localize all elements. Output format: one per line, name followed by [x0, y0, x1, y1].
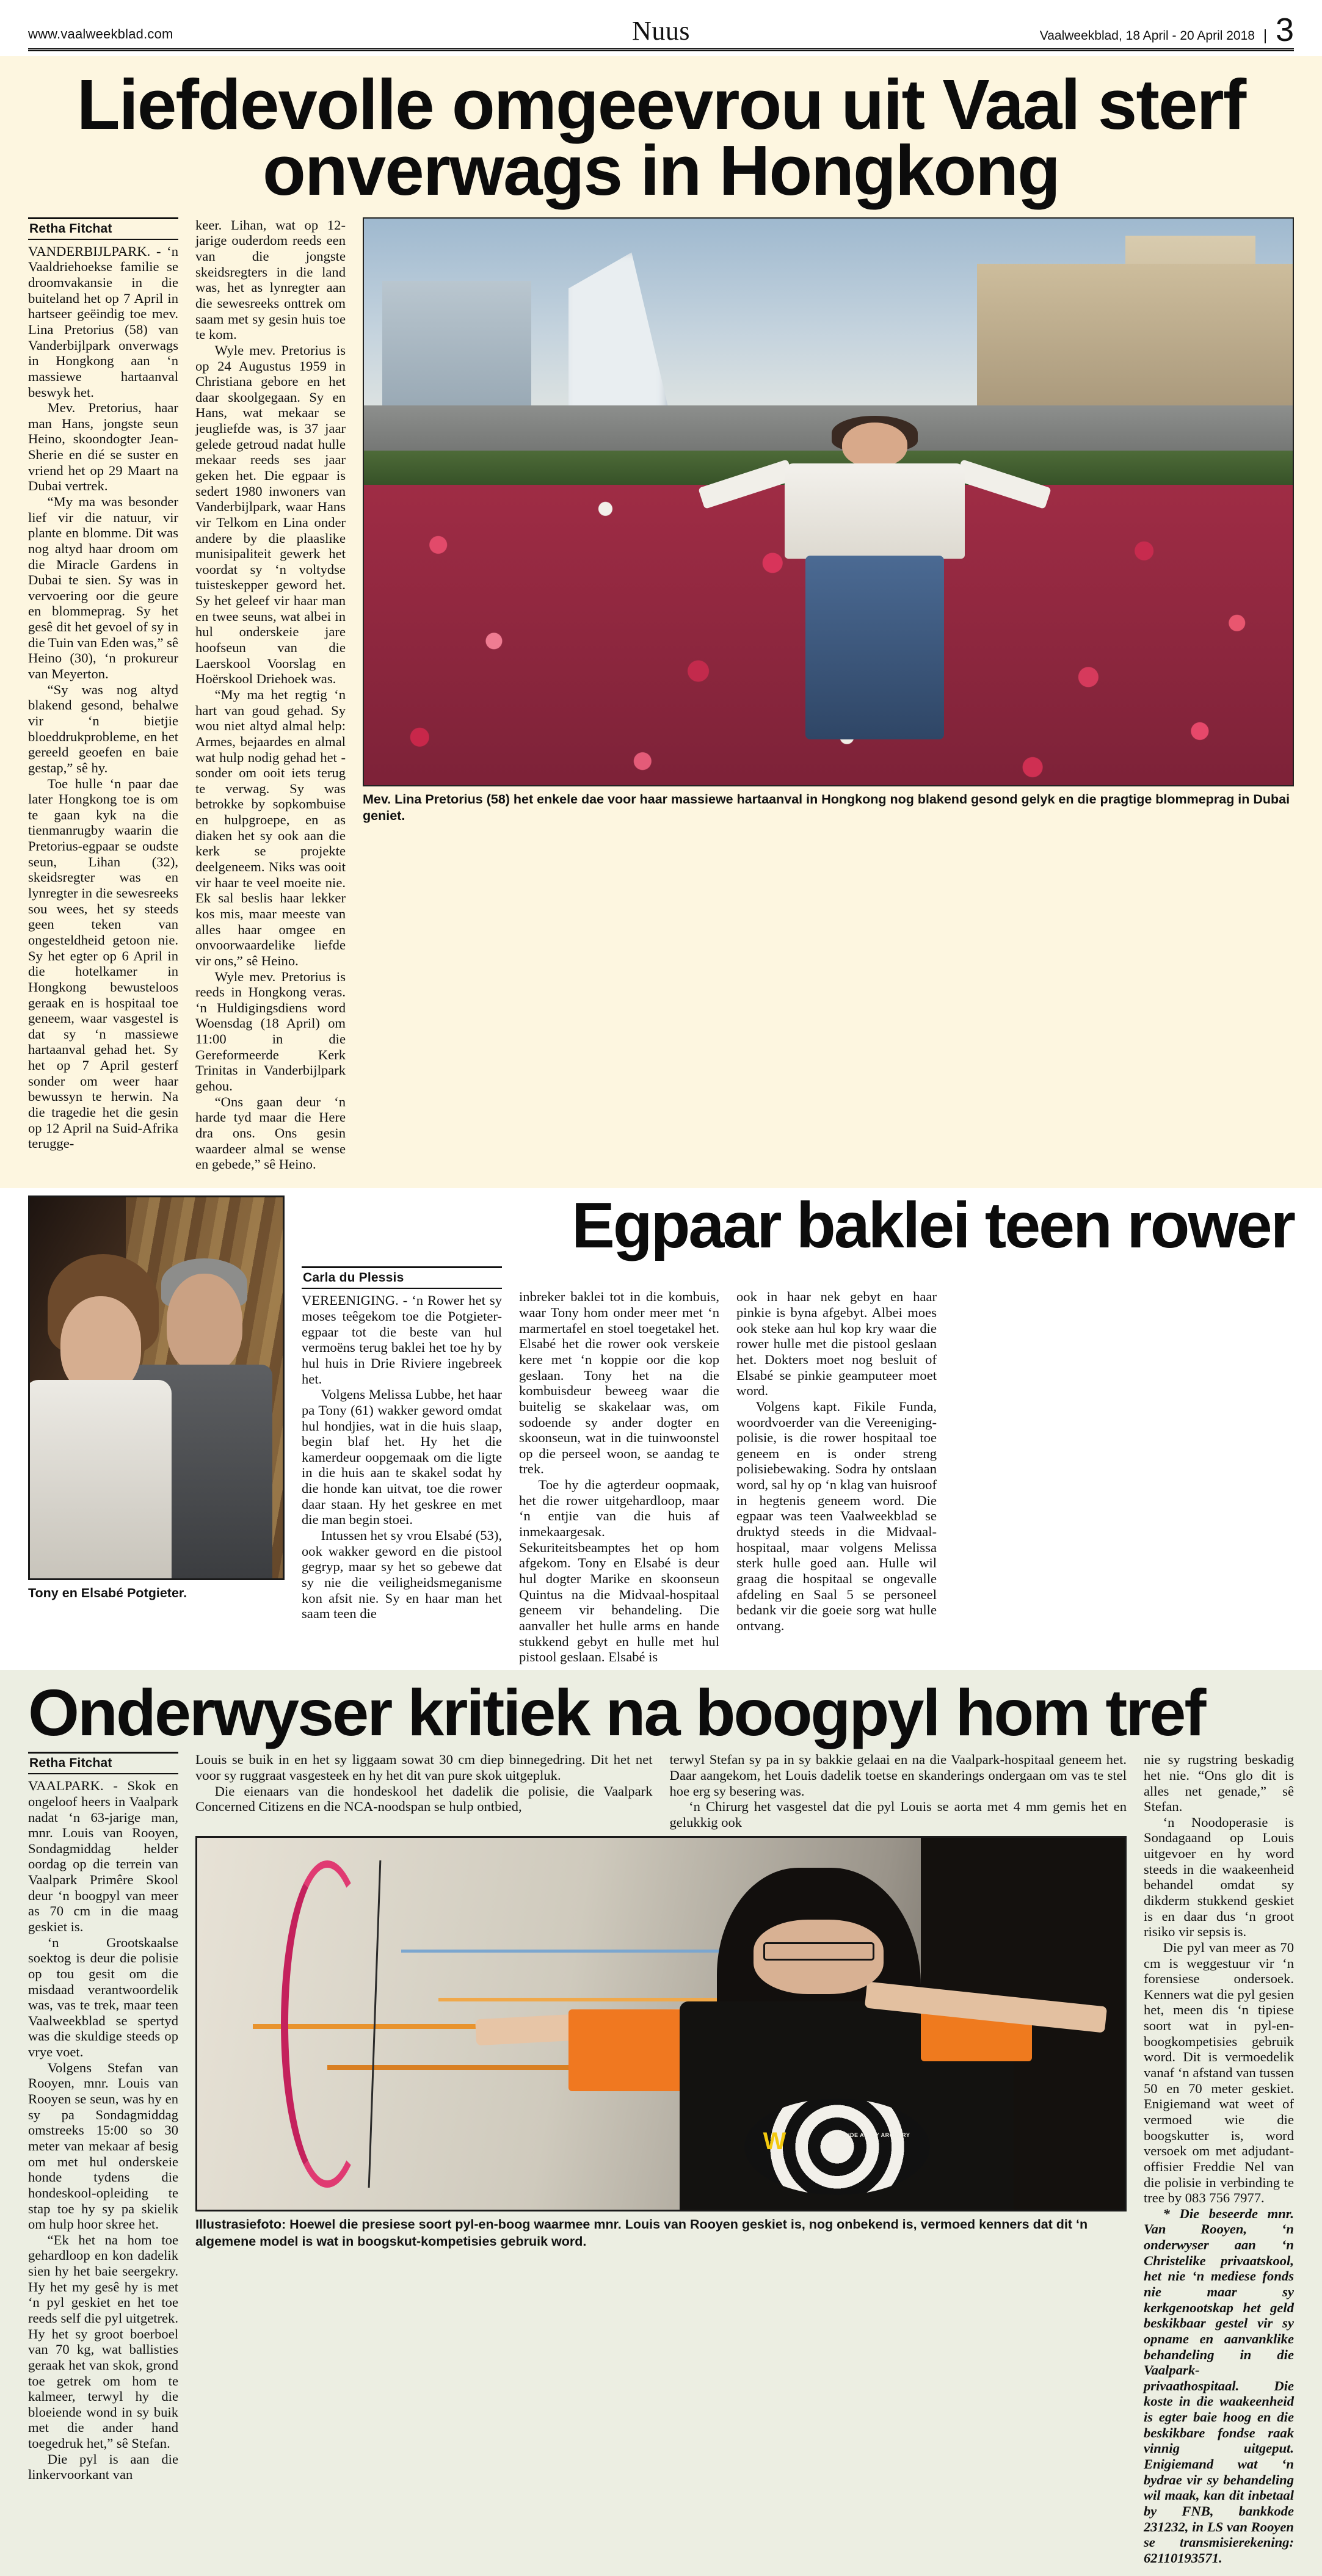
article2-column-3 — [736, 1266, 937, 1633]
paragraph: Wyle mev. Pretorius is op 24 Augustus 1959 in Christiana gebore en het daar skoolgegaan. Sy en Hans, wat mekaar se jeugliefde was, is 37 jaar gelede getroud nadat hulle mekaar reeds ses jaar geken het. Die egpaar is sedert 1980 inwoners van Vanderbijlpark, waar Hans vir Telkom en Lina onder andere by die plaaslike munisipaliteit gewerk het voordat sy ‘n voltydse tuisteskepper geword het. Sy het geleef vir haar man en twee seuns, wat albei in hul onderskeie jare hoofseun van die Laerskool Voorslag en Hoërskool Driehoek was. — [195, 342, 346, 687]
article2-grid — [28, 1189, 1294, 1665]
article3-footnote: * Die beseerde mnr. Van Rooyen, ‘n onderwyser aan ‘n Christelike privaatskool, het nie ‘n mediese fonds nie maar sy kerkgenootskap het geld beskikbaar gestel vir sy opname en aanvanklike behandeling in die Vaalpark-privaathospitaal. Die koste in die waakeenheid is egter baie hoog en die beskikbare fondse raak vinnig uitgeput. Enigiemand wat ‘n bydrae vir sy behandeling wil maak, kan dit inbetaal by FNB, bankkode 231232, in LS van Rooyen se transmisierekening: 62110193571. — [1144, 2205, 1294, 2566]
lina-pretorius-dubai-photo — [363, 217, 1294, 786]
paragraph: Toe hy die agterdeur oopmaak, het die rower uitgehardloop, maar ‘n entjie van die huis af inmekaargesak. Sekuriteitsbeamptes het op hom afgekom. Tony en Elsabé is deur hul dogter Marike en skoonseun Quintus na die Midvaal-hospitaal geneem vir behandeling. Die aanvaller het hulle arms en hande stukkend gebyt en hulle met hul pistool geslaan. Elsabé is — [519, 1477, 719, 1665]
article1-byline: Retha Fitchat — [28, 217, 178, 240]
paragraph: “Ek het na hom toe gehardloop en kon dadelik sien hy het baie seergekry. Hy het my gesê hy is met ‘n pyl geskiet en het toe reeds self die pyl uitgetrek. Hy het sy groot boerboel van 70 kg, wat ballisties geraak het van skok, grond toe getrek om hom te kalmeer, terwyl hy die bloeiende wond in sy buik met die ander hand toegedruk het,” sê Stefan. — [28, 2232, 178, 2451]
arrow-blue — [401, 1950, 754, 1953]
page-masthead — [0, 0, 1322, 56]
article-egpaar-baklei-teen-rower — [0, 1188, 1322, 1670]
paragraph: Intussen het sy vrou Elsabé (53), ook wakker geword en die pistool gegryp, maar sy het so gebewe dat sy nie die veiligheidsmeganisme kon afsit nie. Sy en haar man het saam teen die — [302, 1528, 502, 1622]
column-spacer — [736, 1266, 937, 1289]
article-liefdevolle-omgeevrou — [0, 56, 1322, 1188]
article2-headline: Egpaar baklei teen rower — [572, 1189, 1294, 1261]
paragraph: VANDERBIJLPARK. - ‘n Vaaldriehoekse familie se droomvakansie in die buiteland het op 7 April in hartseer geëindig toe mev. Lina Pretorius (58) van Vanderbijlpark onverwags in Hongkong aan ‘n massiewe hartaanval beswyk het. — [28, 243, 178, 400]
woman-body — [28, 1380, 172, 1578]
article1-col1-text — [28, 244, 178, 1152]
article3-headline: Onderwyser kritiek na boogpyl hom tref — [28, 1675, 1205, 1749]
paragraph: Wyle mev. Pretorius is reeds in Hongkong veras. ‘n Huldigingsdiens word Woensdag (18 April) om 11:00 in die Gereformeerde Kerk Trinitas in Vanderbijlpark gehou. — [195, 968, 346, 1094]
paragraph: ‘n Grootskaalse soektog is deur die polisie op tou gesit om die misdaad verantwoordelik was, vas te trek, maar teen Vaalweekblad se spertyd was die skuldige steeds op vrye voet. — [28, 1934, 178, 2060]
paragraph: Louis se buik in en het sy liggaam sowat 30 cm diep binnegedring. Dit het net voor sy ruggraat vasgesteek en hy het dit van pure skok uitgepluk. — [195, 1752, 653, 1783]
blouse — [785, 463, 964, 559]
issue-date: Vaalweekblad, 18 April - 20 April 2018 — [1040, 29, 1266, 43]
column-spacer — [519, 1266, 719, 1289]
article2-col1-text — [302, 1293, 502, 1621]
logo-text: WAYSIDE ALLEY ARCHERY — [831, 2132, 910, 2138]
article3-middle-columns — [195, 1752, 1127, 1830]
head — [842, 423, 907, 467]
article3-photo-caption: Illustrasiefoto: Hoewel die presiese soort pyl-en-boog waarmee mnr. Louis van Rooyen geskiet is, nog onbekend is, vermoed kenners dat dit ‘n algemene model is wat in boogskut-kompetisies gebruik word. — [195, 2217, 1088, 2249]
paragraph: Die eienaars van die hondeskool het dadelik die polisie, die Vaalpark Concerned Citizens en die NCA-noodspan se hulp ontbied, — [195, 1783, 653, 1815]
paragraph: Mev. Pretorius, haar man Hans, jongste seun Heino, skoondogter Jean-Sherie en dié se suster en vriend het op 29 Maart na Dubai vertrek. — [28, 400, 178, 494]
article3-column-1 — [28, 1752, 178, 2483]
man-head — [167, 1274, 242, 1373]
article3-caption-row — [195, 2216, 1127, 2249]
jeans — [805, 556, 945, 739]
article2-photo-block — [28, 1195, 285, 1602]
article3-column-2 — [195, 1752, 653, 1830]
article2-columns — [302, 1266, 1294, 1664]
paragraph: ‘n Chirurg het vasgestel dat die pyl Louis se aorta met 4 mm gemis het en gelukkig ook — [669, 1799, 1127, 1830]
article-onderwyser-kritiek-na-boogpyl — [0, 1670, 1322, 2576]
paragraph: Volgens Melissa Lubbe, het haar pa Tony (61) wakker geword omdat hul hondjies, wat in die huis slaap, begin blaf het. Hy het die kamerdeur oopgemaak om die ligte in die huis aan te skakel sodat hy die honde kan uitvat, toe die rower daar staan. Hy het geskree en met die man begin stoei. — [302, 1387, 502, 1528]
article3-column-3 — [670, 1752, 1127, 1830]
paragraph: VEREENIGING. - ‘n Rower het sy moses teêgekom toe die Potgieter-egpaar tot die beste van hul vermoëns terug baklei het toe hy by hul huis in Drie Riviere ingebreek het. — [302, 1293, 502, 1387]
tony-en-elsabe-potgieter-photo — [28, 1195, 285, 1580]
archery-illustration-photo — [195, 1836, 1127, 2211]
article1-grid — [28, 217, 1294, 1172]
article3-col4-text — [1144, 1752, 1294, 2566]
paragraph: Toe hulle ‘n paar dae later Hongkong toe is om te gaan kyk na die tienmanrugby waarin die Pretorius-egpaar se oudste seun, Lihan (32), skeidsregter was en lynregter in die sewesreeks sou wees, het sy steeds geen teken van ongesteldheid getoon nie. Sy het egter op 6 April in die hotelkamer in Hongkong bewusteloos geraak en is hospitaal toe geneem, waar vasgestel is dat sy ‘n massiewe hartaanval gehad het. Sy het op 7 April gesterf sonder om weer haar bewussyn te herwin. Na die tragedie het die gesin op 12 April na Suid-Afrika terugge- — [28, 775, 178, 1152]
article2-col2-text — [519, 1289, 719, 1664]
paragraph: Die pyl van meer as 70 cm is weggestuur vir ‘n forensiese ondersoek. Kenners wat die pyl gesien het, meen dis ‘n tipiese soort wat in pyl-en-boogkompetisies gebruik word. Dit is vermoedelik vanaf ‘n afstand van tussen 50 en 70 meter geskiet. Enigiemand wat weet of vermoed wie die boogskutter is, word versoek om met adjudant-offisier Freddie Nel van die polisie in verbinding te tree by 083 756 7977. — [1144, 1939, 1294, 2206]
article3-column-4 — [1144, 1752, 1294, 2566]
paragraph: “Ons gaan deur ‘n harde tyd maar die Here dra ons. Ons gesin waardeer almal se wense en gebede,” sê Heino. — [195, 1094, 346, 1172]
paragraph: terwyl Stefan sy pa in sy bakkie gelaai en na die Vaalpark-hospitaal geneem het. Daar aangekom, het Louis dadelik toetse en skanderings ondergaan om vas te stel hoe erg sy besering was. — [669, 1752, 1127, 1799]
article3-col1-text — [28, 1778, 178, 2483]
paragraph: VAALPARK. - Skok en ongeloof heers in Vaalpark nadat ‘n 63-jarige man, mnr. Louis van Rooyen, Sondagmiddag helder oordag op die terrein van Vaalpark Primêre Skool deur ‘n boogpyl van meer as 70 cm in die maag geskiet is. — [28, 1778, 178, 1934]
paragraph: Volgens kapt. Fikile Funda, woordvoerder van die Vereeniging-polisie, is die rower hospitaal toe geneem en is onder streng polisiebewaking. Sodra hy ontslaan word, sal hy op ‘n klag van huisroof in hegtenis geneem word. Die egpaar was teen Vaalweekblad se druktyd steeds in die Midvaal-hospitaal, maar volgens Melissa sterk hulle goed aan. Hulle wil graag die hospitaal se ongevalle afdeling en Saal 5 se personeel bedank vir die goeie sorg wat hulle ontvang. — [736, 1398, 937, 1633]
paragraph: Volgens Stefan van Rooyen, mnr. Louis van Rooyen se seun, was hy en sy pa Sondagmiddag omstreeks 15:00 so 30 meter van mekaar af besig om met hul onderskeie honde tydens die hondeskool-opleiding te stap toe hy sy pa skielik om hulp hoor skree het. — [28, 2059, 178, 2232]
archery-club-logo — [744, 2099, 930, 2195]
paragraph: “My ma was besonder lief vir die natuur, vir plante en blomme. Dit was nog altyd haar droom om die Miracle Gardens in Dubai te sien. Sy was in vervoering oor die geure en blommeprag. Sy het gesê dit het gevoel of sy in die Tuin van Eden was,” sê Heino (30), ‘n prokureur van Meyerton. — [28, 494, 178, 682]
article3-col2-text — [195, 1752, 653, 1815]
article1-column-1 — [28, 217, 178, 1152]
building-left — [382, 281, 531, 417]
glasses-icon — [763, 1942, 874, 1961]
article1-caption-row — [363, 791, 1294, 824]
paragraph: nie sy rugstring beskadig het nie. “Ons glo dit is alles net genade,” sê Stefan. — [1144, 1752, 1294, 1815]
article3-byline: Retha Fitchat — [28, 1752, 178, 1774]
paragraph: ‘n Noodoperasie is Sondagaand op Louis uitgevoer en hy word steeds in die waakeenheid behandel omdat sy dikderm stukkend geskiet is en daar dus ‘n groot risiko vir sepsis is. — [1144, 1814, 1294, 1940]
article3-col3-text — [670, 1752, 1127, 1830]
paragraph: inbreker baklei tot in die kombuis, waar Tony hom onder meer met ‘n marmertafel en stoel toegetakel het. Elsabé het die rower ook verskeie kere met ‘n koppie oor die kop geslaan. Tony het na die kombuisdeur beweeg waar die buitelig se skakelaar was, om sodoende sy ander dogter en skoonseun, wat in die tuinwoonstel op die perseel woon, se aandag te trek. — [519, 1289, 719, 1477]
article3-grid — [28, 1752, 1294, 2566]
article1-headline: Liefdevolle omgeevrou uit Vaal sterf onverwags in Hongkong — [76, 65, 1246, 210]
article1-photo-block — [363, 217, 1294, 824]
website-url[interactable]: www.vaalweekblad.com — [28, 26, 173, 42]
article2-column-2 — [519, 1266, 719, 1664]
article3-middle-block — [195, 1752, 1127, 2249]
woman-figure — [772, 423, 977, 740]
paragraph: Die pyl is aan die linkervoorkant van — [28, 2451, 178, 2483]
pink-bow — [281, 1860, 374, 2188]
article2-photo-caption: Tony en Elsabé Potgieter. — [28, 1585, 187, 1600]
article2-body-block — [302, 1189, 1294, 1665]
article1-column-2 — [195, 217, 346, 1172]
article2-byline: Carla du Plessis — [302, 1266, 502, 1289]
masthead-row — [28, 0, 1294, 51]
paragraph: “My ma het regtig ‘n hart van goud gehad. Sy wou niet altyd almal help: Armes, bejaardes en almal wat hulp nodig gehad het - sonder om ooit iets terug te verwag. Sy was betrokke by sopkombuise en hulpgroepe, en as diaken het sy ook aan die kerk se projekte deelgeneem. Niks was ooit vir haar te veel moeite nie. Ek sal beslis haar lekker kos mis, maar meeste van alles haar omgee en onvoorwaardelike liefde vir ons,” sê Heino. — [195, 686, 346, 968]
logo-initial: W — [763, 2128, 786, 2155]
article2-col3-text — [736, 1289, 937, 1633]
paragraph: ook in haar nek gebyt en haar pinkie is byna afgebyt. Albei moes ook steke aan hul kop kry waar die rower hulle met die pistool geslaan het. Dokters moet nog besluit of Elsabé se pinkie geamputeer moet word. — [736, 1289, 937, 1399]
article1-photo-caption: Mev. Lina Pretorius (58) het enkele dae voor haar massiewe hartaanval in Hongkong nog blakend gesond gelyk en die pragtige blommeprag in Dubai geniet. — [363, 791, 1290, 823]
paragraph: “Sy was nog altyd blakend gesond, behalwe vir ‘n bietjie bloeddrukprobleme, en het gereeld geoefen en baie gestap,” sê hy. — [28, 681, 178, 775]
paragraph: keer. Lihan, wat op 12-jarige ouderdom reeds een van die jongste skeidsregters in die land was, het as lynregter aan die sewesreeks onttrek om saam met sy gesin huis toe te kom. — [195, 217, 346, 343]
building-right — [977, 264, 1293, 417]
article2-column-1 — [302, 1266, 502, 1621]
section-title: Nuus — [632, 16, 690, 46]
page-number: 3 — [1275, 11, 1294, 48]
article1-col2-text — [195, 217, 346, 1172]
article2-caption-row — [28, 1585, 285, 1602]
